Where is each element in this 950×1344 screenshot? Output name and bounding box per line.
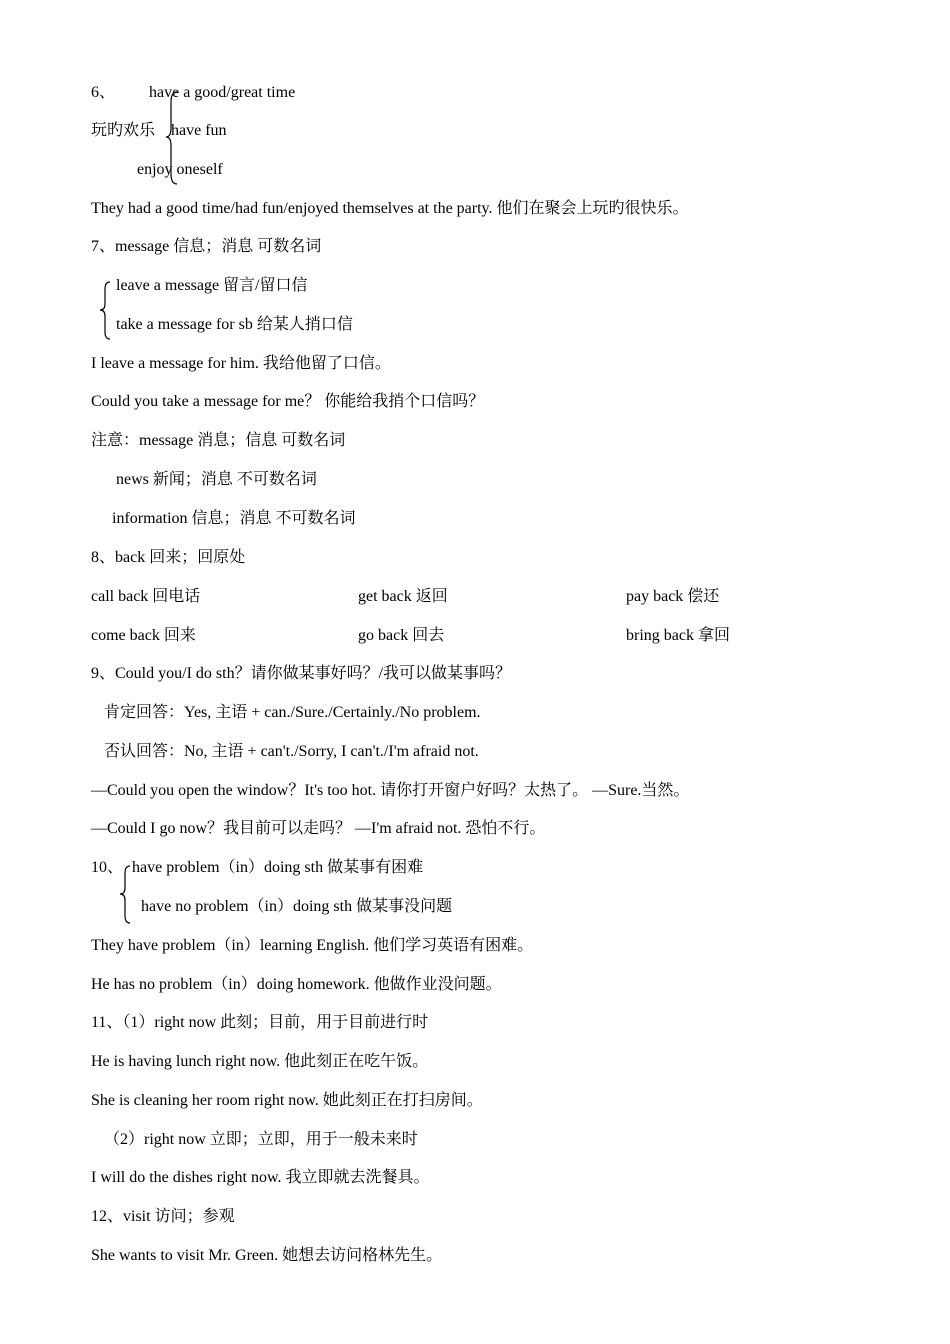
sec6-option-1: have a good/great time bbox=[149, 84, 296, 101]
sec7-example-1: I leave a message for him. 我给他留了口信。 bbox=[91, 355, 391, 372]
sec6-option-3: enjoy oneself bbox=[137, 161, 223, 178]
sec7-brace-icon bbox=[98, 280, 114, 342]
sec11-subheading-2: （2）right now 立即；立即，用于一般未来时 bbox=[104, 1131, 418, 1148]
sec11-example-3: I will do the dishes right now. 我立即就去洗餐具。 bbox=[91, 1169, 430, 1186]
sec7-note-2: news 新闻；消息 不可数名词 bbox=[116, 471, 317, 488]
sec8-row1-col3: pay back 偿还 bbox=[626, 588, 720, 605]
sec10-example-1: They have problem（in）learning English. 他们学习英语有困难。 bbox=[91, 937, 534, 954]
sec11-example-1: He is having lunch right now. 他此刻正在吃午饭。 bbox=[91, 1053, 429, 1070]
sec8-row1-col2: get back 返回 bbox=[358, 588, 448, 605]
sec11-example-2: She is cleaning her room right now. 她此刻正在打扫房间。 bbox=[91, 1092, 483, 1109]
sec7-note-3: information 信息；消息 不可数名词 bbox=[112, 510, 356, 527]
sec6-meaning: 玩旳欢乐 bbox=[91, 122, 156, 139]
sec10-number: 10、 bbox=[91, 859, 124, 876]
sec8-row2-col3: bring back 拿回 bbox=[626, 627, 730, 644]
sec9-heading: 9、Could you/I do sth？请你做某事好吗？/我可以做某事吗？ bbox=[91, 665, 512, 682]
sec8-heading: 8、back 回来；回原处 bbox=[91, 549, 246, 566]
sec12-heading: 12、visit 访问；参观 bbox=[91, 1208, 235, 1225]
sec9-dialog-2: —Could I go now？我目前可以走吗？ —I'm afraid not. 恐怕不行。 bbox=[91, 820, 546, 837]
sec7-heading: 7、message 信息；消息 可数名词 bbox=[91, 238, 322, 255]
sec6-number: 6、 bbox=[91, 84, 116, 101]
sec10-phrase-2: have no problem（in）doing sth 做某事没问题 bbox=[141, 898, 453, 915]
sec7-phrase-1: leave a message 留言/留口信 bbox=[116, 277, 308, 294]
sec7-phrase-2: take a message for sb 给某人捎口信 bbox=[116, 316, 353, 333]
sec7-note-1: 注意：message 消息；信息 可数名词 bbox=[91, 432, 346, 449]
sec6-example: They had a good time/had fun/enjoyed themselves at the party. 他们在聚会上玩旳很快乐。 bbox=[91, 200, 689, 217]
sec9-dialog-1: —Could you open the window？It's too hot. 请你打开窗户好吗？太热了。 —Sure.当然。 bbox=[91, 782, 690, 799]
sec7-example-2: Could you take a message for me？ 你能给我捎个口信吗？ bbox=[91, 393, 485, 410]
sec10-phrase-1: have problem（in）doing sth 做某事有困难 bbox=[132, 859, 424, 876]
sec10-example-2: He has no problem（in）doing homework. 他做作业没问题。 bbox=[91, 976, 502, 993]
sec8-row1-col1: call back 回电话 bbox=[91, 588, 201, 605]
sec11-heading: 11、（1）right now 此刻；目前，用于目前进行时 bbox=[91, 1014, 429, 1031]
sec9-positive-answer: 肯定回答：Yes, 主语 + can./Sure./Certainly./No problem. bbox=[104, 704, 481, 721]
sec9-negative-answer: 否认回答：No, 主语 + can't./Sorry, I can't./I'm afraid not. bbox=[104, 743, 479, 760]
sec12-example-1: She wants to visit Mr. Green. 她想去访问格林先生。 bbox=[91, 1247, 443, 1264]
sec8-row2-col1: come back 回来 bbox=[91, 627, 196, 644]
sec8-row2-col2: go back 回去 bbox=[358, 627, 445, 644]
sec6-option-2: have fun bbox=[171, 122, 227, 139]
